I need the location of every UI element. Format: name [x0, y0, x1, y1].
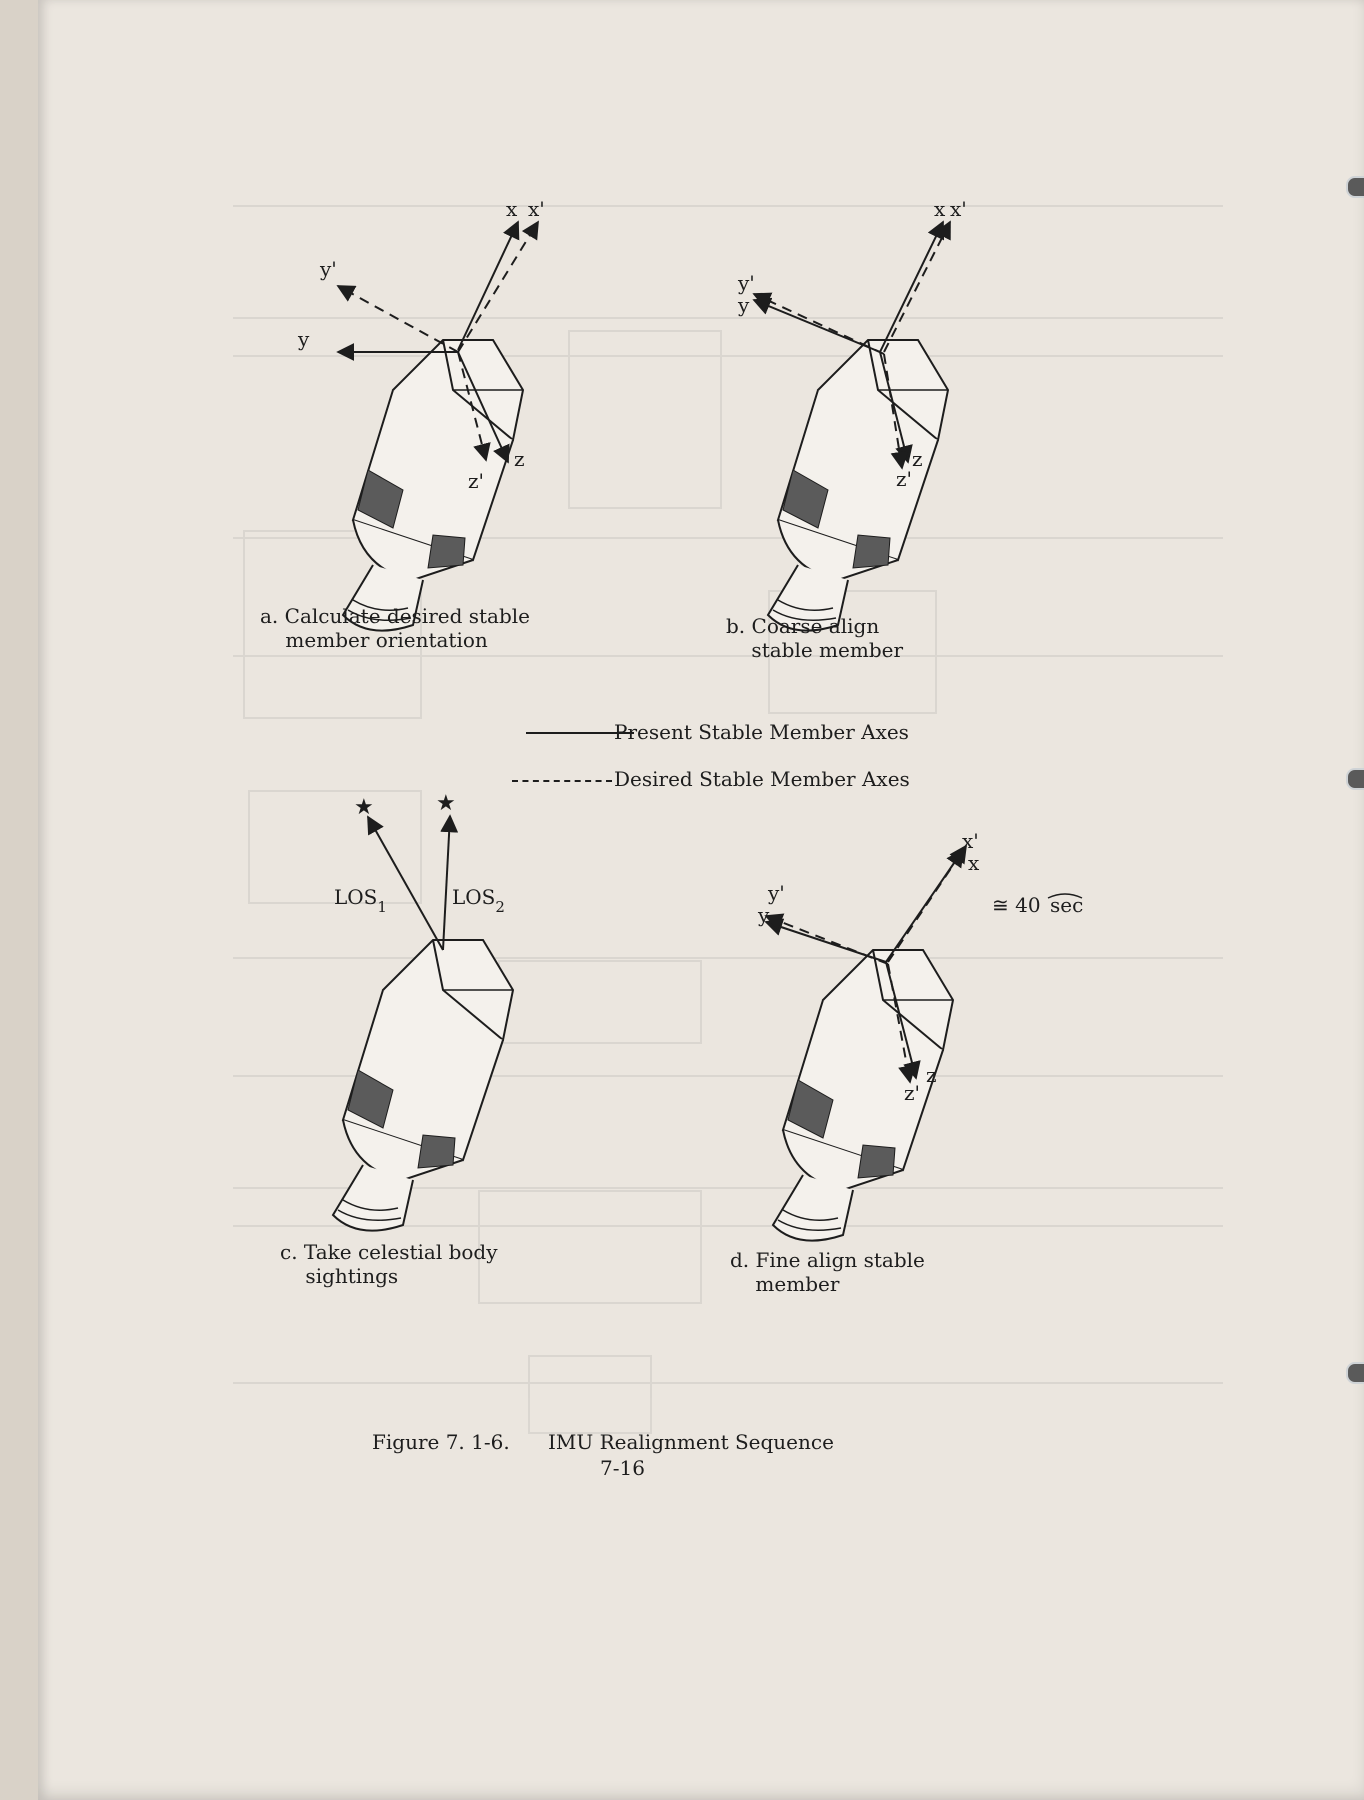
caption-b: b. Coarse align stable member [726, 614, 904, 662]
spacecraft-a [343, 340, 523, 631]
axis-y-prime-b [754, 294, 884, 354]
spacecraft-c [333, 940, 513, 1231]
label-z-prime-b: z' [896, 467, 913, 491]
los-1-subscript: 1 [377, 898, 387, 916]
figure-title: IMU Realignment Sequence [548, 1430, 834, 1454]
label-z-a: z [514, 447, 525, 471]
axis-x-prime-b [884, 222, 950, 352]
label-y-prime-a: y' [320, 257, 337, 281]
axis-x-prime-a [458, 222, 538, 352]
label-z-prime-d: z' [904, 1081, 921, 1105]
axis-y-prime-d [766, 916, 888, 964]
page-number: 7-16 [600, 1456, 645, 1480]
legend-present-label: Present Stable Member Axes [614, 720, 909, 744]
realignment-figure [38, 0, 1364, 1800]
angle-value: ≅ 40 [992, 893, 1041, 917]
figure-label: Figure 7. 1-6. [372, 1430, 510, 1454]
label-x-prime-b: x' [950, 197, 967, 221]
label-x-d: x [968, 851, 980, 875]
axis-x-b [880, 222, 943, 352]
label-los-2 [452, 885, 505, 916]
los-2-line [443, 816, 450, 950]
label-y-prime-d: y' [768, 881, 785, 905]
panel-a-diagram [297, 197, 545, 631]
label-x-a: x [506, 197, 518, 221]
label-z-prime-a: z' [468, 469, 485, 493]
spacecraft-d [773, 950, 953, 1241]
caption-c: c. Take celestial body sightings [280, 1240, 498, 1288]
spacecraft-b [768, 340, 948, 631]
panel-c-diagram [333, 791, 513, 1231]
label-x-prime-d: x' [962, 829, 979, 853]
los-1-line [368, 817, 443, 950]
caption-a: a. Calculate desired stable member orientation [260, 604, 531, 652]
label-y-d: y [758, 903, 770, 927]
label-x-b: x [934, 197, 946, 221]
angle-unit: sec [1050, 893, 1084, 917]
los-2-subscript: 2 [495, 898, 505, 916]
label-z-d: z [926, 1063, 937, 1087]
label-y-a: y [298, 327, 310, 351]
label-y-prime-b: y' [738, 271, 755, 295]
label-x-prime-a: x' [528, 197, 545, 221]
axis-x-a [458, 222, 518, 350]
caption-d: d. Fine align stable member [730, 1248, 925, 1296]
axis-x-d [886, 850, 963, 962]
panel-b-diagram [737, 197, 967, 631]
los-2-text: LOS [452, 885, 496, 909]
los-1-text: LOS [334, 885, 378, 909]
legend-desired-label: Desired Stable Member Axes [614, 767, 910, 791]
label-y-b: y [738, 293, 750, 317]
label-z-b: z [912, 447, 923, 471]
axis-y-prime-a [338, 286, 458, 352]
document-page [38, 0, 1364, 1800]
panel-d-diagram [757, 829, 1083, 1241]
star-icon: ★ [354, 795, 374, 820]
legend-dashed-line [512, 780, 612, 782]
label-los-1 [334, 885, 387, 916]
star-icon: ★ [436, 791, 456, 816]
